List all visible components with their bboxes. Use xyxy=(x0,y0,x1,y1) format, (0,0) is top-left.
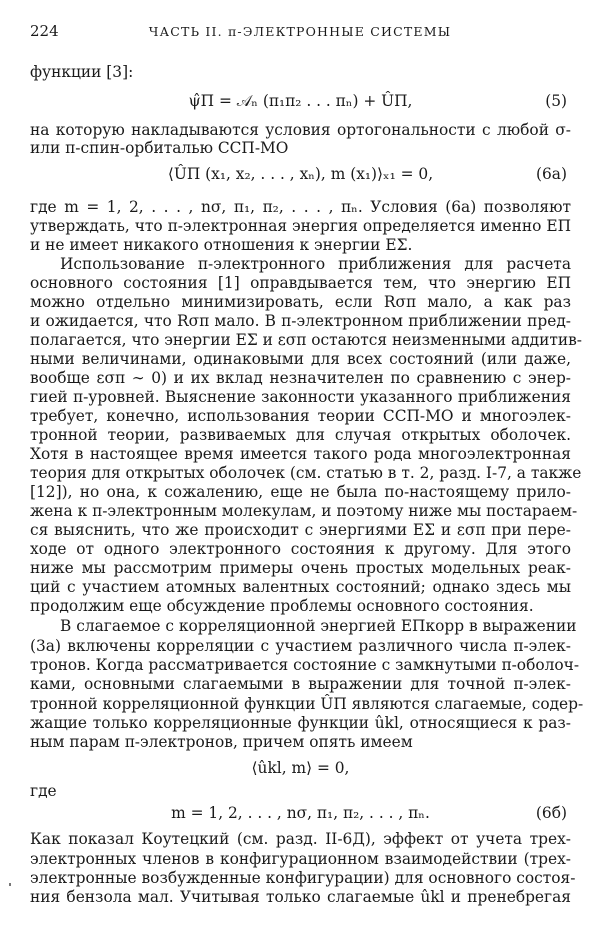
page-number: 224 xyxy=(30,22,59,40)
text-line: тронов. Когда рассматривается состояние с замкнутыми π-оболоч- xyxy=(30,656,580,674)
text-line: Хотя в настоящее время имеется такого рода многоэлектронная xyxy=(30,445,571,463)
text-line: ния бензола мал. Учитывая только слагаемые ûkl и пренебрегая xyxy=(30,888,571,906)
equation-expression: ψ̂П = 𝒜ₙ (π₁π₂ . . . πₙ) + ÛП, xyxy=(188,92,413,110)
text-line: где xyxy=(30,782,57,800)
text-line: тронной корреляционной функции ÛП являются слагаемые, содер- xyxy=(30,695,584,713)
equation-number: (6б) xyxy=(535,804,567,822)
equation-expression: m = 1, 2, . . . , nσ, π₁, π₂, . . . , πₙ. xyxy=(171,804,430,822)
text-line: и ожидается, что Rσπ мало. В π-электронном приближении пред- xyxy=(30,312,571,330)
text-line: ций с участием атомных валентных состояний; однако здесь мы xyxy=(30,578,571,596)
text-line: ходе от одного электронного состояния к другому. Для этого xyxy=(30,540,571,558)
text-line: ниже мы рассмотрим примеры очень простых модельных реак- xyxy=(30,559,571,577)
text-line: полагается, что энергии EΣ и εσπ остаются неизменными аддитив- xyxy=(30,331,582,349)
text-line: функции [3]: xyxy=(30,63,134,81)
equation-6a xyxy=(30,163,571,185)
text-line: и не имеет никакого отношения к энергии EΣ. xyxy=(30,236,413,254)
text-line: Использование π-электронного приближения для расчета xyxy=(60,255,571,273)
text-line: [12]), но она, к сожалению, еще не была по-настоящему прило- xyxy=(30,483,571,501)
equation-orthogonality xyxy=(30,757,571,779)
text-line: электронные возбужденные конфигурации) для основного состоя- xyxy=(30,869,576,887)
scan-speck xyxy=(9,883,11,886)
text-line: жена к π-электронным молекулам, и поэтому ниже мы постараем- xyxy=(30,502,578,520)
text-line: требует, конечно, использования теории ССП-МО и многоэлек- xyxy=(30,407,571,425)
text-line: на которую накладываются условия ортогональности с любой σ- xyxy=(30,121,571,139)
text-line: ся выяснить, что же происходит с энергиями EΣ и εσπ при пере- xyxy=(30,521,571,539)
text-line: Как показал Коутецкий (см. разд. II-6Д), эффект от учета трех- xyxy=(30,830,571,848)
text-line: ками, основными слагаемыми в выражении для точной π-элек- xyxy=(30,675,571,693)
text-line: можно отдельно минимизировать, если Rσπ мало, а как раз xyxy=(30,293,571,311)
equation-number: (6а) xyxy=(536,165,567,183)
text-line: вообще εσπ ∼ 0) и их вклад незначителен по сравнению с энер- xyxy=(30,369,571,387)
text-line: где m = 1, 2, . . . , nσ, π₁, π₂, . . . , πₙ. Условия (6а) позволяют xyxy=(30,198,571,216)
text-line: ным парам π-электронов, причем опять имеем xyxy=(30,733,413,751)
text-line: продолжим еще обсуждение проблемы основного состояния. xyxy=(30,597,534,615)
text-line: или π-спин-орбиталью ССП-МО xyxy=(30,139,289,157)
running-title: ЧАСТЬ II. π-ЭЛЕКТРОННЫЕ СИСТЕМЫ xyxy=(148,24,452,39)
text-line: основного состояния [1] оправдывается тем, что энергию EП xyxy=(30,274,571,292)
text-line: (3а) включены корреляции с участием различного числа π-элек- xyxy=(30,637,571,655)
text-line: электронных членов в конфигурационном взаимодействии (трех- xyxy=(30,850,571,868)
equation-6b xyxy=(30,802,571,824)
equation-expression: ⟨ÛП (x₁, x₂, . . . , xₙ), m (x₁)⟩ₓ₁ = 0, xyxy=(167,165,434,183)
text-line: утверждать, что π-электронная энергия определяется именно EП xyxy=(30,217,571,235)
equation-5 xyxy=(30,90,571,112)
text-line: жащие только корреляционные функции ûkl, относящиеся к раз- xyxy=(30,714,571,732)
text-line: В слагаемое с корреляционной энергией EПкорр в выражении xyxy=(60,617,577,635)
text-line: тронной теории, развиваемых для случая открытых оболочек. xyxy=(30,426,571,444)
equation-expression: ⟨ûkl, m⟩ = 0, xyxy=(251,759,350,777)
page-header xyxy=(30,22,570,46)
text-line: гией π-уровней. Выяснение законности указанного приближения xyxy=(30,388,571,406)
equation-number: (5) xyxy=(545,92,567,110)
text-line: теория для открытых оболочек (см. статью в т. 2, разд. I-7, а также xyxy=(30,464,582,482)
text-line: ными величинами, одинаковыми для всех состояний (или даже, xyxy=(30,350,571,368)
